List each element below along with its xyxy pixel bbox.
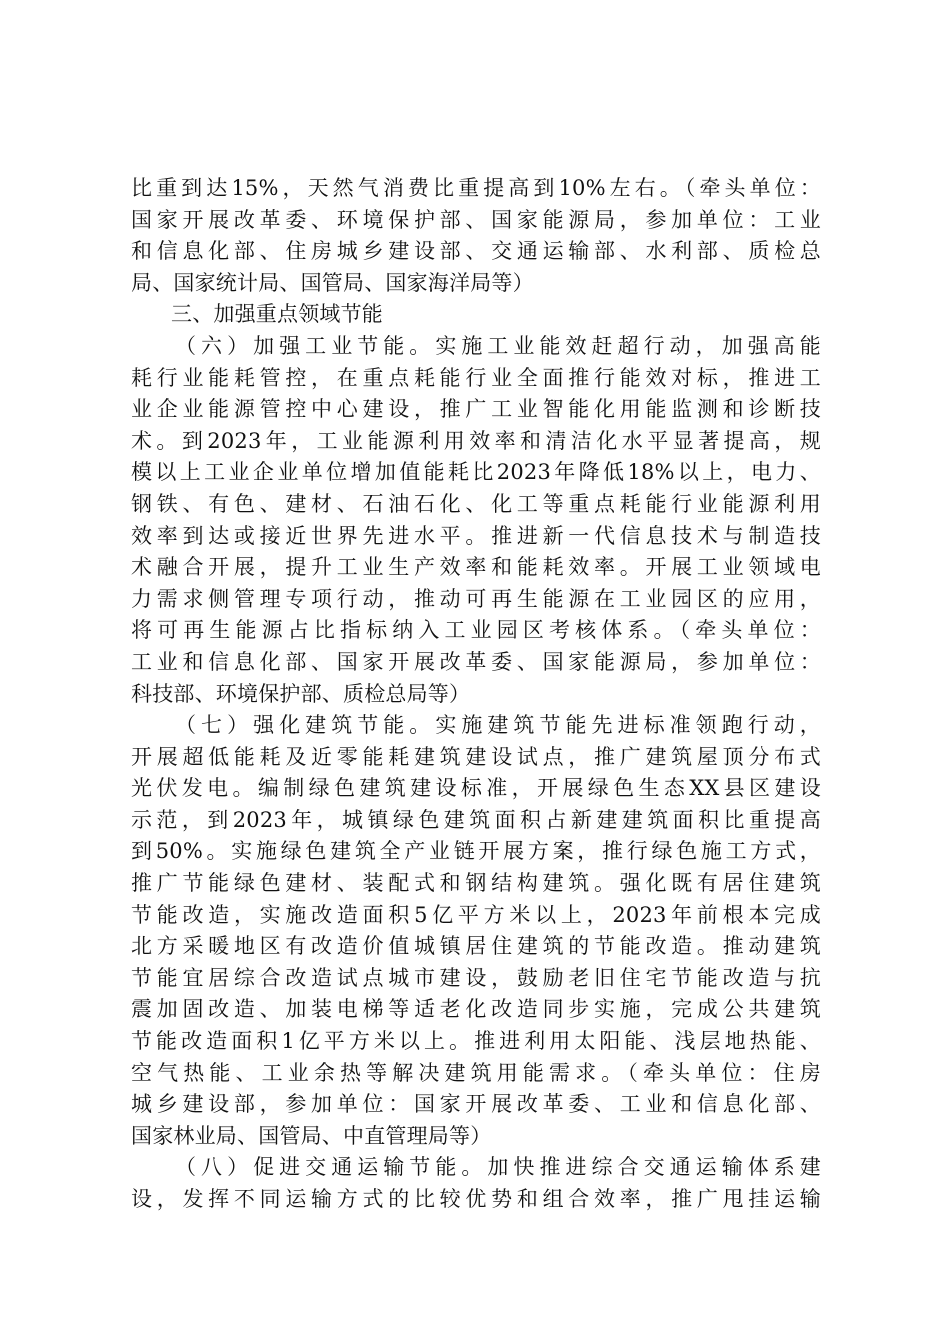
section-heading: 三、加强重点领域节能 [171,302,383,327]
paragraph-line: 和信息化部、住房城乡建设部、交通运输部、水利部、质检总 [131,239,821,264]
paragraph-line: 模以上工业企业单位增加值能耗比2023年降低18%以上，电力、 [131,460,821,485]
paragraph-line: 节能宜居综合改造试点城市建设，鼓励老旧住宅节能改造与抗 [131,965,821,990]
paragraph-line: （七）强化建筑节能。实施建筑节能先进标准领跑行动， [175,713,821,738]
paragraph-line: 北方采暖地区有改造价值城镇居住建筑的节能改造。推动建筑 [131,934,821,959]
paragraph-line: 设，发挥不同运输方式的比较优势和组合效率，推广甩挂运输 [131,1187,821,1211]
paragraph-line: 到50%。实施绿色建筑全产业链开展方案，推行绿色施工方式， [131,839,821,864]
paragraph-line: 光伏发电。编制绿色建筑建设标准，开展绿色生态XX县区建设 [131,776,821,801]
paragraph-line: 术。到2023年，工业能源利用效率和清洁化水平显著提高，规 [131,428,821,453]
paragraph-line: 示范，到2023年，城镇绿色建筑面积占新建建筑面积比重提高 [131,807,821,832]
paragraph-line: 科技部、环境保护部、质检总局等） [131,681,471,706]
paragraph-line: 局、国家统计局、国管局、国家海洋局等） [131,270,534,295]
paragraph-line: 术融合开展，提升工业生产效率和能耗效率。开展工业领域电 [131,555,821,580]
paragraph-line: 耗行业能耗管控，在重点耗能行业全面推行能效对标，推进工 [131,365,821,390]
paragraph-line: 推广节能绿色建材、装配式和钢结构建筑。强化既有居住建筑 [131,871,821,896]
paragraph-line: 国家开展改革委、环境保护部、国家能源局，参加单位：工业 [131,207,821,232]
paragraph-line: 城乡建设部，参加单位：国家开展改革委、工业和信息化部、 [131,1092,821,1117]
paragraph-line: 节能改造面积1亿平方米以上。推进利用太阳能、浅层地热能、 [131,1029,821,1054]
paragraph-line: 钢铁、有色、建材、石油石化、化工等重点耗能行业能源利用 [131,491,821,516]
paragraph-line: 效率到达或接近世界先进水平。推进新一代信息技术与制造技 [131,523,821,548]
paragraph-line: 工业和信息化部、国家开展改革委、国家能源局，参加单位： [131,649,821,674]
document-page [131,173,821,1216]
paragraph-line: 节能改造，实施改造面积5亿平方米以上，2023年前根本完成 [131,902,821,927]
paragraph-line: （八）促进交通运输节能。加快推进综合交通运输体系建 [175,1155,821,1180]
paragraph-line: 力需求侧管理专项行动，推动可再生能源在工业园区的应用， [131,586,821,611]
paragraph-line: 开展超低能耗及近零能耗建筑建设试点，推广建筑屋顶分布式 [131,744,821,769]
paragraph-line: 空气热能、工业余热等解决建筑用能需求。（牵头单位：住房 [131,1060,821,1085]
paragraph-line: （六）加强工业节能。实施工业能效赶超行动，加强高能 [175,333,821,358]
paragraph-line: 将可再生能源占比指标纳入工业园区考核体系。（牵头单位： [131,618,821,643]
paragraph-line: 比重到达15%，天然气消费比重提高到10%左右。（牵头单位： [131,176,821,200]
paragraph-line: 业企业能源管控中心建设，推广工业智能化用能监测和诊断技 [131,397,821,422]
paragraph-line: 震加固改造、加装电梯等适老化改造同步实施，完成公共建筑 [131,997,821,1022]
paragraph-line: 国家林业局、国管局、中直管理局等） [131,1123,492,1148]
